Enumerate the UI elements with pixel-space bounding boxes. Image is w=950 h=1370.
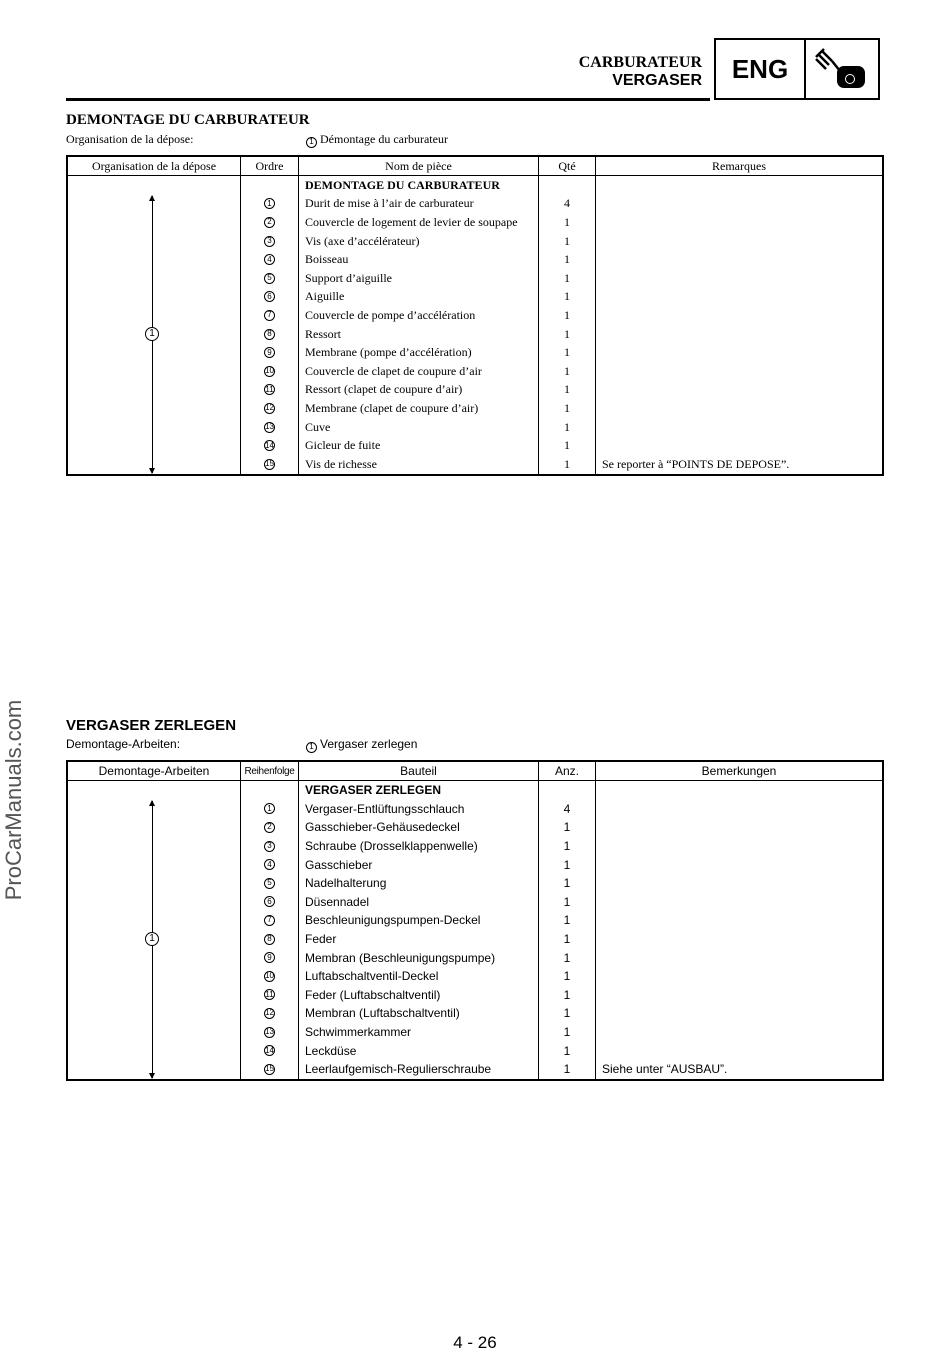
de-row-qty: 1	[563, 950, 571, 965]
de-row-remarks	[596, 818, 882, 837]
de-row-remarks	[596, 911, 882, 930]
de-table-header	[68, 762, 882, 781]
de-order-number: 11	[265, 989, 274, 999]
de-order-number: 6	[264, 896, 275, 907]
de-row-remarks	[596, 1004, 882, 1023]
de-row-name: Gasschieber	[305, 857, 373, 872]
de-order-number: 9	[264, 952, 275, 963]
fr-row-name: Cuve	[305, 419, 331, 434]
de-order-number: 15	[265, 1064, 274, 1074]
de-parts-table	[66, 760, 884, 1081]
de-order-number: 4	[264, 859, 275, 870]
de-order-number: 7	[264, 915, 275, 926]
fr-row-qty: 1	[564, 438, 570, 453]
fr-row-name: Couvercle de logement de levier de soupape	[305, 214, 518, 229]
fr-col-header-order: Ordre	[241, 157, 299, 175]
fr-row-order	[241, 399, 298, 418]
fr-row-remarks: Se reporter à “POINTS DE DEPOSE”.	[602, 456, 790, 471]
header-title-fr: CARBURATEUR	[578, 54, 702, 71]
fr-row-remarks	[596, 436, 882, 455]
de-row-order	[241, 837, 298, 856]
de-row-name: Leckdüse	[305, 1043, 357, 1058]
fr-row-order	[241, 325, 298, 344]
fr-row-name: Support d’aiguille	[305, 270, 392, 285]
fr-parts-table	[66, 155, 884, 476]
fr-row-order	[241, 362, 298, 381]
fr-row-name: Ressort (clapet de coupure d’air)	[305, 382, 463, 397]
fr-row-order	[241, 213, 298, 232]
de-row-order	[241, 967, 298, 986]
header-title-de: VERGASER	[612, 72, 702, 89]
fr-row-name: Durit de mise à l’air de carburateur	[305, 196, 474, 211]
de-col-order	[241, 781, 299, 1079]
fr-row-order	[241, 250, 298, 269]
fr-col-header-qty: Qté	[539, 157, 596, 175]
de-row-order	[241, 874, 298, 893]
fr-col-header-remarks: Remarques	[712, 158, 766, 173]
fr-row-name: Boisseau	[305, 252, 349, 267]
fr-row-remarks	[596, 362, 882, 381]
de-order-number: 14	[265, 1045, 274, 1055]
de-row-qty: 1	[563, 820, 571, 835]
de-row-name: Nadelhalterung	[305, 876, 387, 891]
fr-order-number: 2	[264, 217, 275, 228]
de-col-header-qty: Anz.	[539, 762, 596, 780]
fr-row-remarks	[596, 418, 882, 437]
fr-row-order	[241, 455, 298, 474]
fr-order-number: 6	[264, 291, 275, 302]
header-titles	[579, 54, 702, 90]
fr-row-order	[241, 269, 298, 288]
fr-row-remarks	[596, 306, 882, 325]
de-order-number: 1	[264, 803, 275, 814]
fr-order-number: 10	[265, 366, 274, 376]
fr-section-title: DEMONTAGE DU CARBURATEUR	[66, 112, 310, 128]
de-row-name: Feder	[305, 932, 337, 947]
fr-row-order	[241, 232, 298, 251]
de-row-qty: 1	[563, 894, 571, 909]
fr-row-order	[241, 288, 298, 307]
fr-section-subtitle-right	[306, 132, 448, 148]
fr-order-number: 7	[264, 310, 275, 321]
de-row-name: Luftabschaltventil-Deckel	[305, 969, 439, 984]
fr-row-qty: 1	[564, 307, 570, 322]
de-row-name: Leerlaufgemisch-Regulierschraube	[305, 1062, 492, 1077]
de-order-number: 10	[265, 971, 274, 981]
de-table-body	[68, 781, 882, 1079]
de-row-order	[241, 1023, 298, 1042]
de-row-name: Feder (Luftabschaltventil)	[305, 987, 441, 1002]
de-col-org	[68, 781, 241, 1079]
fr-row-qty: 1	[564, 252, 570, 267]
de-row-qty: 4	[563, 801, 571, 816]
de-row-order	[241, 930, 298, 949]
de-order-number: 5	[264, 878, 275, 889]
fr-row-qty: 1	[564, 214, 570, 229]
fr-order-number: 5	[264, 273, 275, 284]
fr-row-name: Aiguille	[305, 289, 345, 304]
de-row-remarks	[596, 967, 882, 986]
de-row-remarks	[596, 948, 882, 967]
de-row-qty: 1	[563, 913, 571, 928]
fr-row-remarks	[596, 325, 882, 344]
fr-row-qty: 1	[564, 456, 570, 471]
fr-row-name: Membrane (pompe d’accélération)	[305, 345, 472, 360]
de-section-subtitle: Demontage-Arbeiten:	[66, 737, 181, 751]
fr-row-remarks	[596, 213, 882, 232]
fr-row-name: Gicleur de fuite	[305, 438, 381, 453]
fr-order-number: 12	[265, 403, 274, 413]
fr-row-remarks	[596, 195, 882, 214]
de-col-remarks	[596, 781, 882, 1079]
fr-col-header-org: Organisation de la dépose	[68, 157, 241, 175]
fr-row-qty: 1	[564, 270, 570, 285]
de-row-qty: 1	[563, 1006, 571, 1021]
fr-section-subtitle: Organisation de la dépose:	[66, 132, 194, 146]
de-row-name: Vergaser-Entlüftungsschlauch	[305, 801, 465, 816]
engine-icon	[806, 40, 878, 98]
fr-order-number: 4	[264, 254, 275, 265]
de-col-name	[299, 781, 539, 1079]
de-row-qty: 1	[563, 969, 571, 984]
fr-col-org	[68, 176, 241, 474]
de-row-remarks	[596, 837, 882, 856]
fr-row-name: Vis de richesse	[305, 456, 377, 471]
de-row-remarks	[596, 893, 882, 912]
page-number: 4 - 26	[453, 1333, 497, 1352]
de-row-name: Schwimmerkammer	[305, 1025, 412, 1040]
de-row-remarks	[596, 930, 882, 949]
fr-row-qty: 1	[564, 326, 570, 341]
fr-row-remarks	[596, 381, 882, 400]
fr-order-number: 9	[264, 347, 275, 358]
fr-row-order	[241, 306, 298, 325]
fr-row-order	[241, 436, 298, 455]
de-row-qty: 1	[563, 987, 571, 1002]
fr-row-remarks	[596, 343, 882, 362]
de-subtitle-text: Vergaser zerlegen	[320, 737, 418, 751]
fr-row-qty: 4	[564, 196, 570, 211]
fr-subtitle-text: Démontage du carburateur	[320, 132, 448, 146]
de-row-name: Membran (Luftabschaltventil)	[305, 1006, 460, 1021]
de-row-order	[241, 1004, 298, 1023]
fr-row-name: Vis (axe d’accélérateur)	[305, 233, 420, 248]
de-section-title: VERGASER ZERLEGEN	[66, 717, 237, 734]
fr-first-row-name: DEMONTAGE DU CARBURATEUR	[305, 177, 500, 192]
fr-row-name: Membrane (clapet de coupure d’air)	[305, 400, 479, 415]
fr-row-name: Ressort	[305, 326, 341, 341]
fr-row-remarks	[596, 250, 882, 269]
de-row-remarks	[596, 800, 882, 819]
de-row-order	[241, 893, 298, 912]
de-row-remarks	[596, 1023, 882, 1042]
de-col-header-order: Reihenfolge	[241, 762, 299, 780]
fr-row-qty: 1	[564, 289, 570, 304]
de-col-header-remarks: Bemerkungen	[701, 764, 777, 778]
fr-col-remarks	[596, 176, 882, 474]
de-subtitle-number: 1	[306, 742, 317, 753]
de-row-remarks: Siehe unter “AUSBAU”.	[602, 1062, 728, 1077]
de-row-remarks	[596, 1041, 882, 1060]
fr-table-body	[68, 176, 882, 474]
fr-order-number: 13	[265, 422, 274, 432]
de-row-order	[241, 1060, 298, 1079]
fr-row-qty: 1	[564, 382, 570, 397]
fr-order-number: 14	[265, 440, 274, 450]
de-row-order	[241, 986, 298, 1005]
fr-order-number: 3	[264, 236, 275, 247]
de-row-qty: 1	[563, 932, 571, 947]
fr-row-remarks	[596, 269, 882, 288]
de-order-number: 12	[265, 1008, 274, 1018]
fr-table-header	[68, 157, 882, 176]
fr-row-qty: 1	[564, 345, 570, 360]
fr-row-qty: 1	[564, 419, 570, 434]
fr-row-remarks	[596, 399, 882, 418]
de-row-name: Düsennadel	[305, 894, 370, 909]
de-section-subtitle-right	[306, 737, 417, 753]
fr-order-number: 15	[265, 459, 274, 469]
de-order-number: 3	[264, 841, 275, 852]
fr-col-order	[241, 176, 299, 474]
de-row-qty: 1	[563, 1062, 571, 1077]
de-row-order	[241, 948, 298, 967]
de-row-order	[241, 1041, 298, 1060]
fr-row-qty: 1	[564, 400, 570, 415]
fr-order-number: 11	[265, 384, 274, 394]
fr-subtitle-number: 1	[306, 137, 317, 148]
de-row-qty: 1	[563, 857, 571, 872]
de-group-label: 1	[145, 932, 159, 946]
header-rule	[66, 98, 710, 101]
de-order-number: 2	[264, 822, 275, 833]
de-row-order	[241, 855, 298, 874]
fr-row-order	[241, 418, 298, 437]
fr-row-remarks	[596, 232, 882, 251]
section-tag: ENG	[716, 40, 806, 98]
fr-row-remarks	[596, 288, 882, 307]
fr-order-number: 1	[264, 198, 275, 209]
section-tag-box	[714, 38, 880, 100]
de-row-name: Membran (Beschleunigungspumpe)	[305, 950, 496, 965]
watermark: ProCarManuals.com	[1, 699, 26, 901]
fr-row-name: Couvercle de pompe d’accélération	[305, 307, 476, 322]
de-row-qty: 1	[563, 1025, 571, 1040]
de-row-name: Beschleunigungspumpen-Deckel	[305, 913, 481, 928]
de-row-remarks	[596, 986, 882, 1005]
fr-col-name	[299, 176, 539, 474]
de-col-header-org: Demontage-Arbeiten	[68, 762, 241, 780]
de-row-qty: 1	[563, 1043, 571, 1058]
de-row-order	[241, 818, 298, 837]
de-row-remarks	[596, 855, 882, 874]
fr-row-order	[241, 195, 298, 214]
de-row-order	[241, 800, 298, 819]
de-first-row-name: VERGASER ZERLEGEN	[305, 783, 442, 798]
fr-order-number: 8	[264, 329, 275, 340]
de-order-number: 8	[264, 934, 275, 945]
de-row-qty: 1	[563, 876, 571, 891]
de-row-name: Gasschieber-Gehäusedeckel	[305, 820, 460, 835]
fr-row-name: Couvercle de clapet de coupure d’air	[305, 363, 482, 378]
de-row-remarks	[596, 874, 882, 893]
de-row-order	[241, 911, 298, 930]
fr-col-qty	[539, 176, 596, 474]
de-col-header-name: Bauteil	[299, 762, 539, 780]
fr-row-order	[241, 381, 298, 400]
de-col-qty	[539, 781, 596, 1079]
de-row-name: Schraube (Drosselklappenwelle)	[305, 839, 478, 854]
fr-col-header-name: Nom de pièce	[299, 157, 539, 175]
fr-row-qty: 1	[564, 233, 570, 248]
de-order-number: 13	[265, 1027, 274, 1037]
fr-row-qty: 1	[564, 363, 570, 378]
fr-row-order	[241, 343, 298, 362]
de-row-qty: 1	[563, 839, 571, 854]
fr-group-label: 1	[145, 327, 159, 341]
